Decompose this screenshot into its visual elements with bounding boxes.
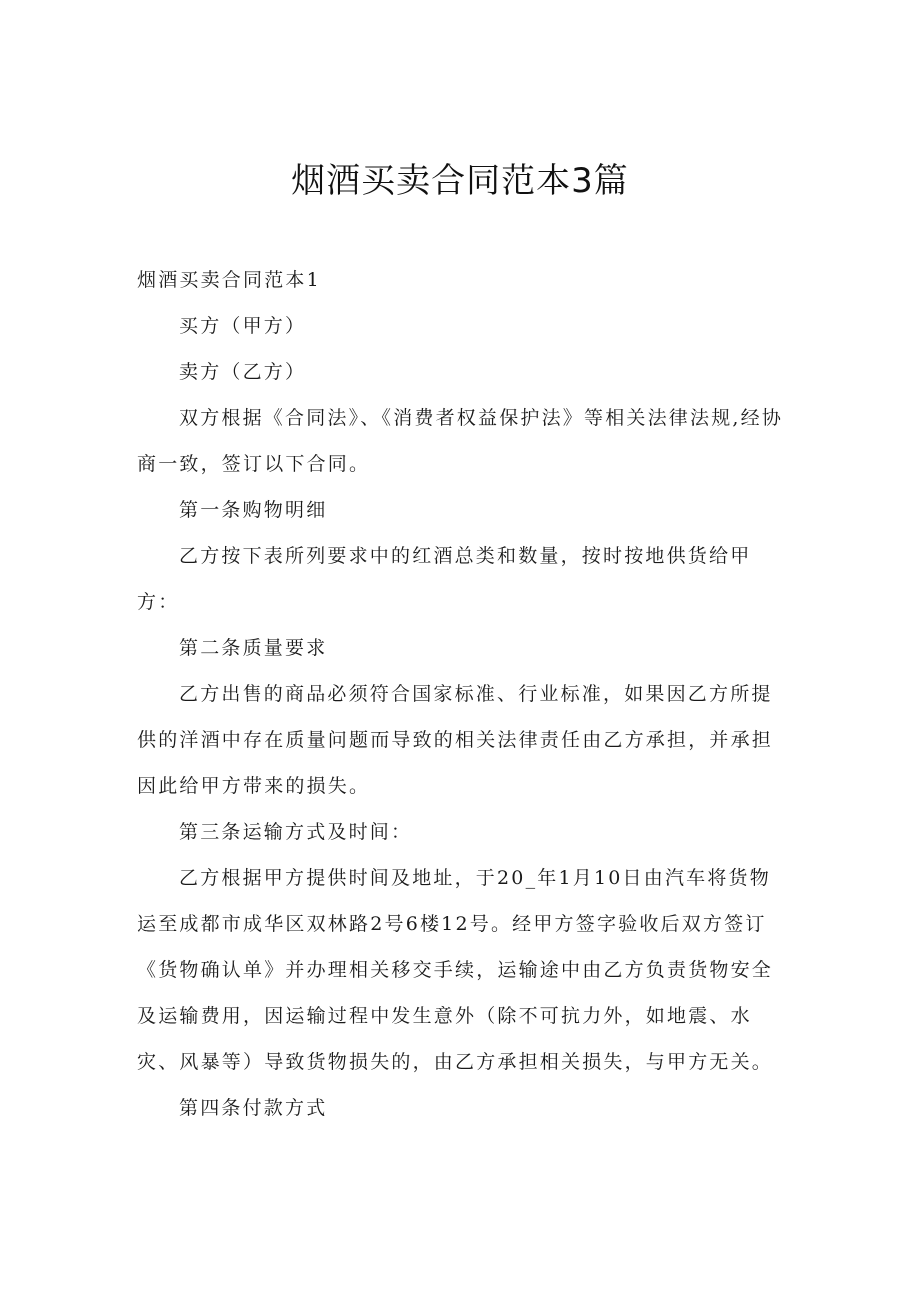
preamble-paragraph: 双方根据《合同法》、《消费者权益保护法》等相关法律法规,经协商一致，签订以下合同。: [137, 407, 784, 475]
article-1-heading: 第一条购物明细: [179, 499, 328, 521]
article-1-body: 乙方按下表所列要求中的红酒总类和数量，按时按地供货给甲方：: [137, 545, 752, 613]
article-2-body: 乙方出售的商品必须符合国家标准、行业标准，如果因乙方所提供的洋酒中存在质量问题而导致的相关法律责任由乙方承担，并承担因此给甲方带来的损失。: [137, 683, 774, 797]
article-3-heading: 第三条运输方式及时间：: [179, 821, 413, 843]
buyer-line: 买方（甲方）: [179, 315, 307, 337]
section-heading-contract-1: 烟酒买卖合同范本1: [137, 269, 321, 291]
document-body: [137, 257, 785, 1131]
seller-line: 卖方（乙方）: [179, 361, 307, 383]
article-3-body: 乙方根据甲方提供时间及地址，于20_年1月10日由汽车将货物运至成都市成华区双林路2号6楼12号。经甲方签字验收后双方签订《货物确认单》并办理相关移交手续，运输途中由乙方负责货物安全及运输费用，因运输过程中发生意外（除不可抗力外，如地震、水灾、风暴等）导致货物损失的，由乙方承担相关损失，与甲方无关。: [137, 867, 774, 1073]
article-2-heading: 第二条质量要求: [179, 637, 328, 659]
document-title: 烟酒买卖合同范本3篇: [291, 161, 629, 201]
article-4-heading: 第四条付款方式: [179, 1097, 328, 1119]
